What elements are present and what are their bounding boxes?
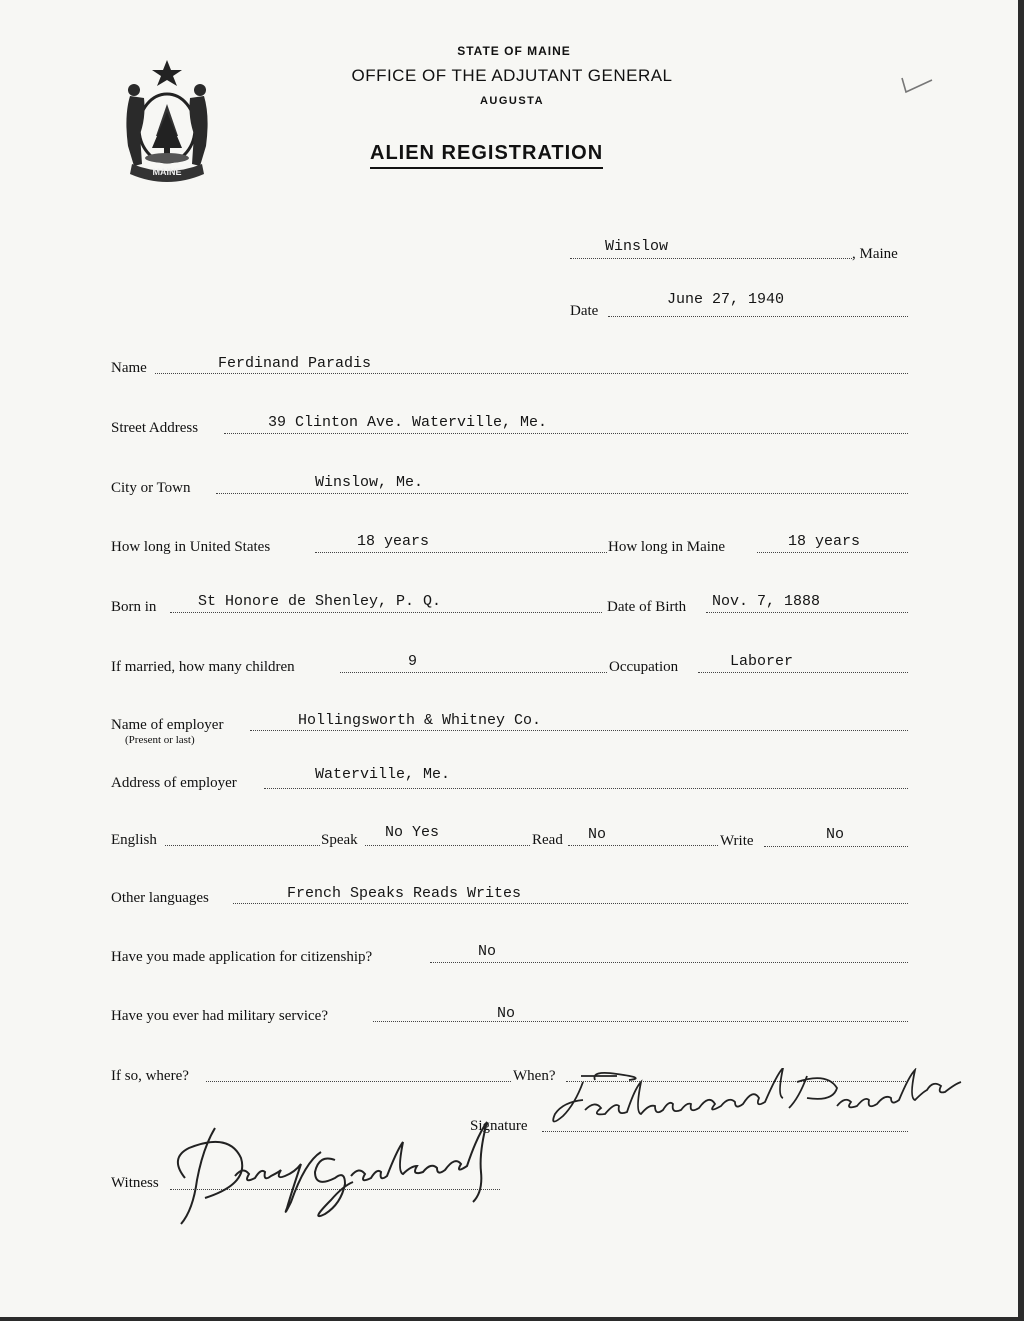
scan-edge-bottom: [0, 1317, 1024, 1321]
speak-line: [365, 845, 530, 846]
maine-years-line: [757, 552, 908, 553]
citizenship-value: No: [478, 943, 497, 960]
place-line: [570, 258, 852, 259]
street-value: 39 Clinton Ave. Waterville, Me.: [268, 414, 548, 431]
header-city: AUGUSTA: [479, 95, 545, 107]
employer-address-line: [264, 788, 908, 789]
employer-value: Hollingsworth & Whitney Co.: [298, 712, 542, 729]
place-suffix: , Maine: [852, 246, 898, 262]
military-label: Have you ever had military service?: [111, 1008, 328, 1024]
city-line: [216, 493, 908, 494]
other-languages-label: Other languages: [111, 890, 209, 906]
employer-sublabel: (Present or last): [125, 734, 195, 746]
date-line: [608, 316, 908, 317]
employer-label: Name of employer: [111, 717, 224, 733]
read-label: Read: [532, 832, 563, 848]
date-value: June 27, 1940: [667, 291, 785, 308]
us-years-label: How long in United States: [111, 539, 271, 555]
english-label: English: [111, 832, 157, 848]
name-label: Name: [111, 360, 147, 376]
signature-label: Signature: [470, 1118, 528, 1134]
header-state: STATE OF MAINE: [457, 44, 571, 58]
witness-label: Witness: [111, 1175, 159, 1191]
street-line: [224, 433, 908, 434]
speak-value: No Yes: [385, 824, 440, 841]
street-label: Street Address: [111, 420, 199, 436]
maine-years-value: 18 years: [788, 533, 861, 550]
form-title: ALIEN REGISTRATION: [370, 142, 603, 169]
other-languages-value: French Speaks Reads Writes: [287, 885, 522, 902]
svg-text:MAINE: MAINE: [152, 167, 182, 177]
write-value: No: [826, 826, 845, 843]
military-line: [373, 1021, 908, 1022]
city-value: Winslow, Me.: [315, 474, 424, 491]
applicant-signature: [545, 1068, 995, 1148]
witness-signature: [165, 1120, 515, 1230]
read-value: No: [588, 826, 607, 843]
speak-label: Speak: [321, 832, 358, 848]
dob-label: Date of Birth: [607, 599, 687, 615]
read-line: [568, 845, 718, 846]
english-line: [165, 845, 320, 846]
other-languages-line: [233, 903, 908, 904]
born-label: Born in: [111, 599, 157, 615]
us-years-line: [315, 552, 607, 553]
name-value: Ferdinand Paradis: [218, 355, 372, 372]
citizenship-line: [430, 962, 908, 963]
dob-line: [706, 612, 908, 613]
born-line: [170, 612, 602, 613]
employer-address-value: Waterville, Me.: [315, 766, 451, 783]
where-line: [206, 1081, 511, 1082]
where-label: If so, where?: [111, 1068, 189, 1084]
dob-value: Nov. 7, 1888: [712, 593, 821, 610]
write-label: Write: [720, 833, 754, 849]
military-value: No: [497, 1005, 516, 1022]
write-line: [764, 846, 908, 847]
citizenship-label: Have you made application for citizenship?: [111, 949, 373, 965]
occupation-label: Occupation: [609, 659, 679, 675]
place-value: Winslow: [605, 238, 669, 255]
maine-years-label: How long in Maine: [608, 539, 726, 555]
employer-line: [250, 730, 908, 731]
us-years-value: 18 years: [357, 533, 430, 550]
header-office: OFFICE OF THE ADJUTANT GENERAL: [351, 66, 673, 85]
born-value: St Honore de Shenley, P. Q.: [198, 593, 442, 610]
city-label: City or Town: [111, 480, 191, 496]
children-line: [340, 672, 607, 673]
occupation-value: Laborer: [730, 653, 794, 670]
employer-address-label: Address of employer: [111, 775, 237, 791]
children-value: 9: [408, 653, 418, 670]
name-line: [155, 373, 908, 374]
children-label: If married, how many children: [111, 659, 295, 675]
when-label: When?: [513, 1068, 556, 1084]
date-label: Date: [570, 303, 599, 319]
occupation-line: [698, 672, 908, 673]
scan-edge-right: [1018, 0, 1024, 1321]
